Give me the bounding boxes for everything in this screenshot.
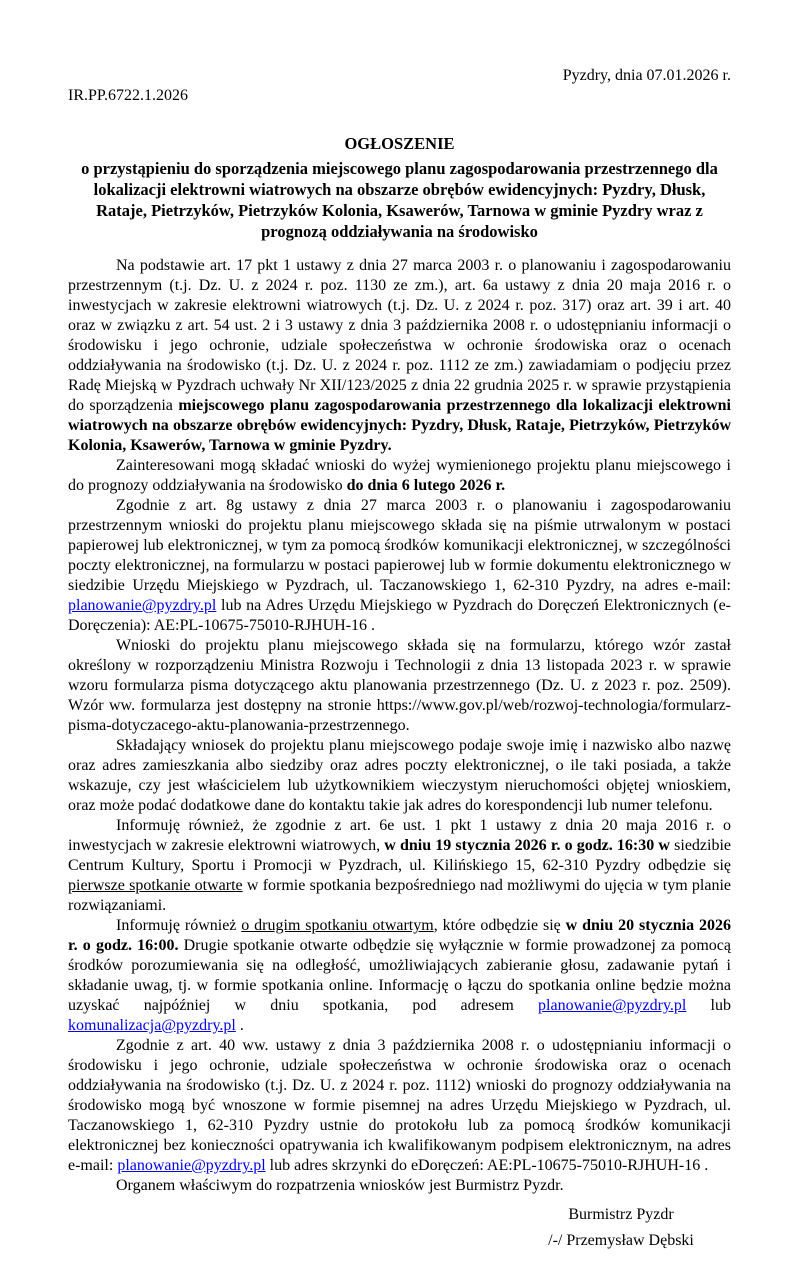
- paragraph-submission-deadline: [68, 456, 731, 496]
- paragraph-legal-basis: [68, 256, 731, 456]
- signature-block: [511, 1202, 731, 1254]
- text-run: w dniu 20 stycznia 2026 r. o godz. 16:00.: [68, 917, 731, 954]
- email-link-komunalizacja[interactable]: komunalizacja@pyzdry.pl: [68, 1017, 236, 1034]
- date-line: Pyzdry, dnia 07.01.2026 r.: [562, 67, 731, 84]
- signature-name: /-/ Przemysław Dębski: [548, 1232, 694, 1249]
- page-subtitle: o przystąpieniu do sporządzenia miejscowego planu zagospodarowania przestrzennego dla lokalizacji elektrowni wiatrowych na obszarze obrębów ewidencyjnych: Pyzdry, Dłusk, Rataje, Pietrzyków, Pietrzyków Kolonia, Ksawerów, Tarnowa w gminie Pyzdry wraz z prognozą oddziaływania na środowisko: [81, 159, 718, 241]
- text-run: Informuję również: [116, 917, 242, 934]
- text-run: Wnioski do projektu planu miejscowego składa się na formularzu, którego wzór zastał określony w rozporządzeniu Ministra Rozwoju i Technologii z dnia 13 listopada 2023 r. w sprawie wzoru formularza pisma dotyczącego aktu planowania przestrzennego (Dz. U. z 2023 r. poz. 2509). Wzór ww. formularza jest dostępny na stronie https://www.gov.pl/web/rozwoj-technologia/formularz-pisma-dotyczacego-aktu-planowania-przestrzennego.: [68, 637, 731, 734]
- underline-second-open-meeting: o drugim spotkaniu otwartym: [241, 917, 434, 934]
- paragraph-competent-authority: [68, 1176, 731, 1196]
- text-run: , które odbędzie się: [433, 917, 566, 934]
- email-link-planowanie[interactable]: planowanie@pyzdry.pl: [68, 597, 217, 614]
- document-body: [68, 256, 731, 1196]
- text-run: w dniu 19 stycznia 2026 r. o godz. 16:30 w: [384, 837, 675, 854]
- text-run: Informuję również, że zgodnie z art. 6e ust. 1 pkt 1 ustawy z dnia 20 maja 2016 r. o inwestycjach w zakresie elektrowni wiatrowych,: [68, 817, 731, 854]
- text-run: Na podstawie art. 17 pkt 1 ustawy z dnia 27 marca 2003 r. o planowaniu i zagospodarowaniu przestrzennym (t.j. Dz. U. z 2024 r. poz. 1130 ze zm.), art. 6a ustawy z dnia 20 maja 2016 r. o inwestycjach w zakresie elektrowni wiatrowych (t.j. Dz. U. z 2024 r. poz. 317) oraz art. 39 i art. 40 oraz w związku z art. 54 ust. 2 i 3 ustawy z dnia 3 października 2008 r. o udostępnianiu informacji o środowisku i jego ochronie, udziale społeczeństwa w ochronie środowiska oraz o ocenach oddziaływania na środowisko (t.j. Dz. U. z 2024 r. poz. 1112 ze zm.) zawiadamiam o podjęciu przez Radę Miejską w Pyzdrach uchwały Nr XII/123/2025 z dnia 22 grudnia 2025 r. w sprawie przystąpienia do sporządzenia: [68, 257, 731, 414]
- text-run: do dnia 6 lutego 2026 r.: [346, 477, 506, 494]
- text-run: Zgodnie z art. 40 ww. ustawy z dnia 3 października 2008 r. o udostępnianiu informacji o środowisku i jego ochronie, udziale społeczeństwa w ochronie środowiska oraz o ocenach oddziaływania na środowisko (t.j. Dz. U. z 2024 r. poz. 1112) wnioski do prognozy oddziaływania na środowisko mogą być wnoszone w formie pisemnej na adres Urzędu Miejskiego w Pyzdrach, ul. Taczanowskiego 1, 62-310 Pyzdry ustnie do protokołu lub za pomocą środków komunikacji elektronicznej bez konieczności opatrywania ich kwalifikowanym podpisem elektronicznym, na adres e-mail:: [68, 1037, 731, 1174]
- paragraph-second-meeting: [68, 916, 731, 1036]
- paragraph-first-meeting: [68, 816, 731, 916]
- paragraph-applicant-data: [68, 736, 731, 816]
- paragraph-environmental-submissions: [68, 1036, 731, 1176]
- text-run: miejscowego planu zagospodarowania przestrzennego dla lokalizacji elektrowni wiatrowych na obszarze obrębów ewidencyjnych: Pyzdry, Dłusk, Rataje, Pietrzyków, Pietrzyków Kolonia, Ksawerów, Tarnowa w gminie Pyzdry.: [68, 397, 731, 454]
- text-run: lub adres skrzynki do eDoręczeń: AE:PL-10675-75010-RJHUH-16 .: [265, 1157, 709, 1174]
- text-run: lub na Adres Urzędu Miejskiego w Pyzdrach do Doręczeń Elektronicznych (e-Doręczenia): AE:PL-10675-75010-RJHUH-16 .: [68, 597, 731, 634]
- paragraph-form-template: [68, 636, 731, 736]
- text-run: Organem właściwym do rozpatrzenia wniosków jest Burmistrz Pyzdr.: [116, 1177, 564, 1194]
- signature-title: Burmistrz Pyzdr: [568, 1206, 674, 1223]
- email-link-planowanie[interactable]: planowanie@pyzdry.pl: [117, 1157, 266, 1174]
- text-run: w formie spotkania bezpośredniego nad możliwymi do ujęcia w tym planie rozwiązaniami.: [68, 877, 732, 914]
- text-run: .: [235, 1017, 244, 1034]
- text-run: siedzibie Centrum Kultury, Sportu i Promocji w Pyzdrach, ul. Kilińskiego 15, 62-310 Pyzdry odbędzie się: [68, 837, 732, 874]
- paragraph-submission-methods: [68, 496, 731, 636]
- email-link-planowanie[interactable]: planowanie@pyzdry.pl: [538, 997, 687, 1014]
- text-run: Składający wniosek do projektu planu miejscowego podaje swoje imię i nazwisko albo nazwę oraz adres zamieszkania albo siedziby oraz adres poczty elektronicznej, o ile taki posiada, a także wskazuje, czy jest właścicielem lub użytkownikiem wieczystym nieruchomości objętej wnioskiem, oraz może podać dodatkowe dane do kontaktu takie jak adres do korespondencji lub numer telefonu.: [68, 737, 731, 814]
- text-run: Drugie spotkanie otwarte odbędzie się wyłącznie w formie prowadzonej za pomocą środków porozumiewania się na odległość, umożliwiających zabieranie głosu, zadawanie pytań i składanie uwag, tj. w formie spotkania online. Informację o łączu do spotkania online będzie można uzyskać najpóźniej w dniu spotkania, pod adresem: [68, 937, 731, 1014]
- reference-number: IR.PP.6722.1.2026: [68, 87, 189, 104]
- text-run: lub: [686, 997, 731, 1014]
- text-run: Zgodnie z art. 8g ustawy z dnia 27 marca 2003 r. o planowaniu i zagospodarowaniu przestrzennym wnioski do projektu planu miejscowego składa się na piśmie utrwalonym w postaci papierowej lub elektronicznej, w tym za pomocą środków komunikacji elektronicznej, w szczególności poczty elektronicznej, na formularzu w postaci papierowej lub w formie dokumentu elektronicznego w siedzibie Urzędu Miejskiego w Pyzdrach, ul. Taczanowskiego 1, 62-310 Pyzdry, na adres e-mail:: [68, 497, 731, 594]
- page-title: OGŁOSZENIE: [344, 134, 455, 153]
- text-run: Zainteresowani mogą składać wnioski do wyżej wymienionego projektu planu miejscowego i do prognozy oddziaływania na środowisko: [68, 457, 731, 494]
- underline-first-open-meeting: pierwsze spotkanie otwarte: [68, 877, 243, 894]
